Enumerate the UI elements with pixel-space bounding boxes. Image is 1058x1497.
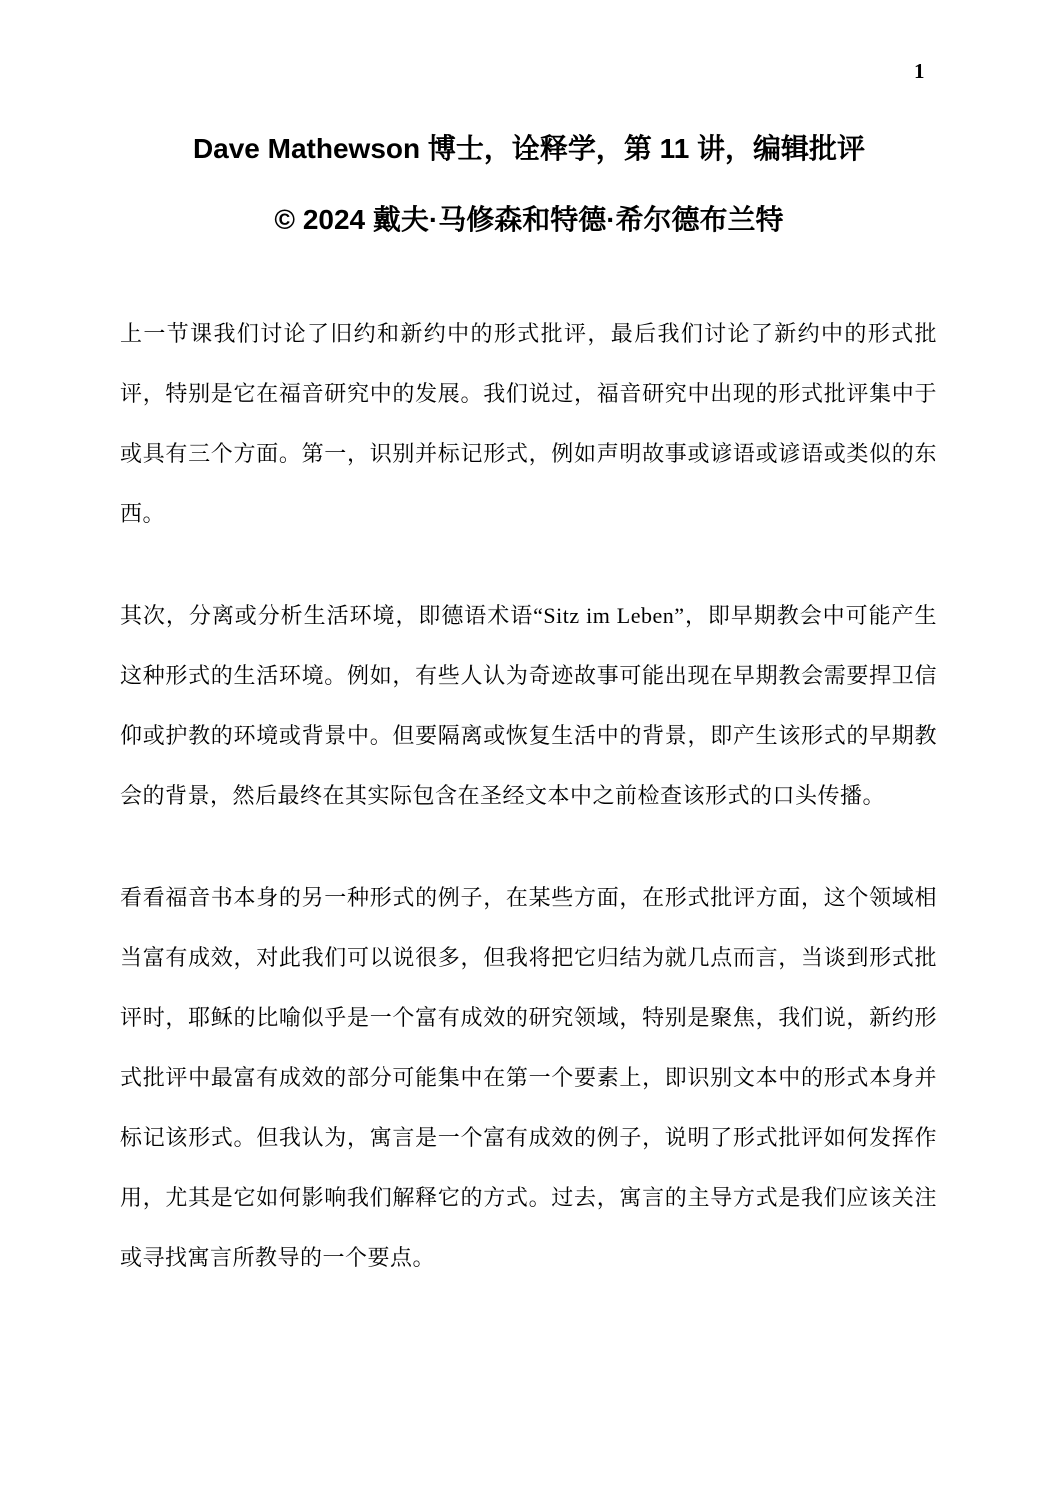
page-number: 1 xyxy=(914,59,925,83)
document-body xyxy=(120,304,937,1288)
document-title: Dave Mathewson 博士，诠释学，第 11 讲，编辑批评 xyxy=(192,133,866,164)
paragraph: 其次，分离或分析生活环境，即德语术语“Sitz im Leben”，即早期教会中可能产生这种形式的生活环境。例如，有些人认为奇迹故事可能出现在早期教会需要捍卫信仰或护教的环境或背景中。但要隔离或恢复生活中的背景，即产生该形式的早期教会的背景，然后最终在其实际包含在圣经文本中之前检查该形式的口头传播。 xyxy=(120,603,937,808)
paragraph: 看看福音书本身的另一种形式的例子，在某些方面，在形式批评方面，这个领域相当富有成效，对此我们可以说很多，但我将把它归结为就几点而言，当谈到形式批评时，耶稣的比喻似乎是一个富有成效的研究领域，特别是聚焦，我们说，新约形式批评中最富有成效的部分可能集中在第一个要素上，即识别文本中的形式本身并标记该形式。但我认为，寓言是一个富有成效的例子，说明了形式批评如何发挥作用，尤其是它如何影响我们解释它的方式。过去，寓言的主导方式是我们应该关注或寻找寓言所教导的一个要点。 xyxy=(120,885,937,1270)
document-copyright: © 2024 戴夫·马修森和特德·希尔德布兰特 xyxy=(274,204,784,235)
paragraph: 上一节课我们讨论了旧约和新约中的形式批评，最后我们讨论了新约中的形式批评，特别是它在福音研究中的发展。我们说过，福音研究中出现的形式批评集中于或具有三个方面。第一，识别并标记形式，例如声明故事或谚语或谚语或类似的东西。 xyxy=(120,321,937,526)
title-block xyxy=(0,130,1058,239)
